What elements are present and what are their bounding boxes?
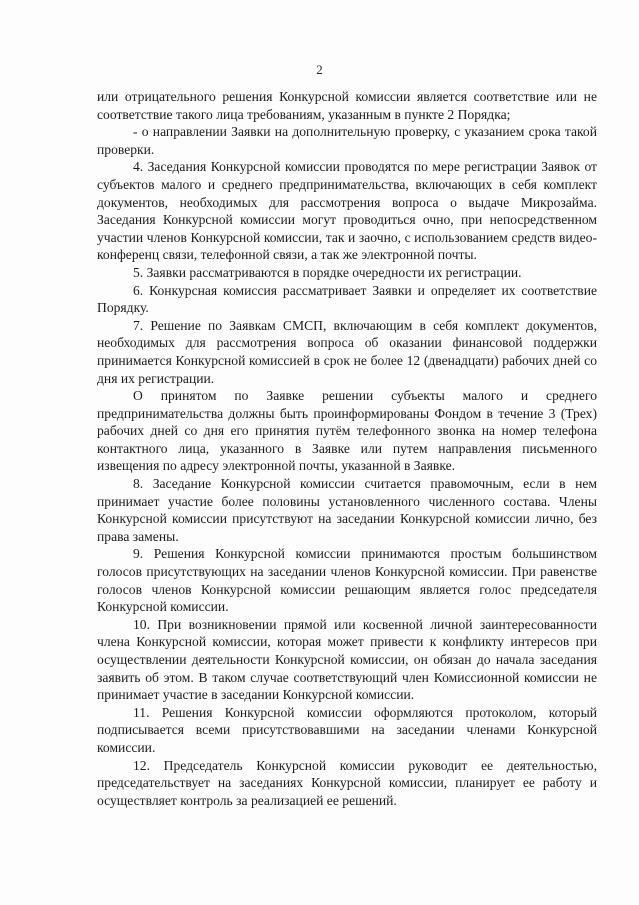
paragraph-5: 5. Заявки рассматриваются в порядке очередности их регистрации. bbox=[133, 264, 522, 280]
paragraph-4: 4. Заседания Конкурсной комиссии проводятся по мере регистрации Заявок от субъектов малого и среднего предпринимательства, включающих в себя комплект документов, необходимых для рассмотрения вопроса о выдаче Микрозайма. Заседания Конкурсной комиссии могут проводиться очно, при непосредственном участии членов Конкурсной комиссии, так и заочно, с использованием средств видео-конференц связи, телефонной связи, а так же электронной почты. bbox=[97, 159, 597, 263]
paragraph-11: 11. Решения Конкурсной комиссии оформляются протоколом, который подписывается всеми присутствовавшими на заседании членами Конкурсной комиссии. bbox=[97, 704, 597, 755]
paragraph-10: 10. При возникновении прямой или косвенной личной заинтересованности члена Конкурсной комиссии, которая может привести к конфликту интересов при осуществлении деятельности Конкурсной комиссии, он обязан до начала заседания заявить об этом. В таком случае соответствующий член Комиссионной комиссии не принимает участие в заседании Конкурсной комиссии. bbox=[97, 616, 597, 703]
paragraph-8: 8. Заседание Конкурсной комиссии считается правомочным, если в нем принимает участие более половины установленного численного состава. Члены Конкурсной комиссии присутствуют на заседании Конкурсной комиссии лично, без права замены. bbox=[97, 476, 597, 544]
paragraph-7-notification: О принятом по Заявке решении субъекты малого и среднего предпринимательства должны быть проинформированы Фондом в течение 3 (Трех) рабочих дней со дня его принятия путём телефонного звонка на номер телефона контактного лица, указанного в Заявке или путем направления письменного извещения по адресу электронной почты, указанной в Заявке. bbox=[97, 388, 597, 474]
page-number: 2 bbox=[316, 62, 323, 77]
paragraph-12: 12. Председатель Конкурсной комиссии руководит ее деятельностью, председательствует на заседаниях Конкурсной комиссии, планирует ее работу и осуществляет контроль за реализацией ее решений. bbox=[97, 757, 597, 808]
paragraph-6: 6. Конкурсная комиссия рассматривает Заявки и определяет их соответствие Порядку. bbox=[97, 282, 597, 316]
paragraph-continuation: или отрицательного решения Конкурсной комиссии является соответствие или не соответствие такого лица требованиям, указанным в пункте 2 Порядка; bbox=[97, 89, 597, 122]
document-body bbox=[97, 88, 597, 809]
paragraph-9: 9. Решения Конкурсной комиссии принимаются простым большинством голосов присутствующих на заседании членов Конкурсной комиссии. При равенстве голосов членов Конкурсной комиссии решающим является голос председателя Конкурсной комиссии. bbox=[97, 546, 597, 615]
paragraph-7: 7. Решение по Заявкам СМСП, включающим в себя комплект документов, необходимых для рассмотрения вопроса об оказании финансовой поддержки принимается Конкурсной комиссией в срок не более 12 (двенадцати) рабочих дней со дня их регистрации. bbox=[97, 317, 597, 386]
paragraph-additional-check: - о направлении Заявки на дополнительную проверку, с указанием срока такой проверки. bbox=[97, 124, 597, 157]
